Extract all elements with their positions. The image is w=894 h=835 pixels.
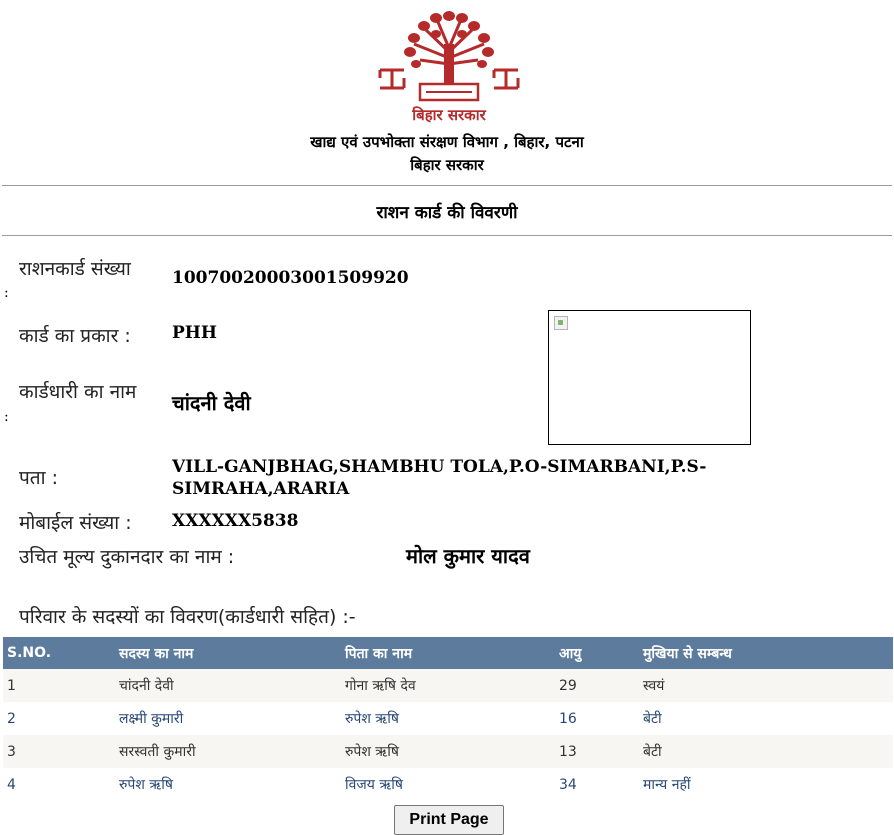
svg-text:बिहार सरकार: बिहार सरकार	[412, 106, 486, 124]
column-header: आयु	[555, 637, 639, 669]
page-title: राशन कार्ड की विवरणी	[376, 203, 518, 223]
broken-image-icon	[554, 316, 568, 330]
mobile-value: XXXXXX5838	[172, 511, 299, 531]
ration-card-number-value: 10070020003001509920	[172, 268, 409, 288]
card-type-label: कार्ड का प्रकार :	[19, 325, 131, 347]
bihar-government-emblem	[374, 8, 524, 126]
label-colon: :	[4, 285, 9, 301]
column-header: S.NO.	[3, 637, 115, 669]
family-members-table	[3, 637, 893, 801]
cell-relation: स्वयं	[639, 669, 893, 702]
address-value: VILL-GANJBHAG,SHAMBHU TOLA,P.O-SIMARBANI,P.S-SIMRAHA,ARARIA	[172, 457, 707, 499]
cell-father-name: रुपेश ऋषि	[341, 702, 555, 735]
mobile-label: मोबाईल संख्या :	[19, 512, 132, 534]
cell-member-name: सरस्वती कुमारी	[115, 735, 341, 768]
table-row	[3, 669, 893, 702]
card-holder-value: चांदनी देवी	[172, 391, 251, 415]
cell-father-name: रुपेश ऋषि	[341, 735, 555, 768]
column-header: सदस्य का नाम	[115, 637, 341, 669]
cell-age: 13	[555, 735, 639, 768]
department-name: खाद्य एवं उपभोक्ता संरक्षण विभाग , बिहार, पटना	[310, 133, 584, 151]
shopkeeper-value: मोल कुमार यादव	[406, 544, 530, 568]
cell-sno: 1	[3, 669, 115, 702]
government-name: बिहार सरकार	[410, 156, 484, 174]
table-row	[3, 735, 893, 768]
divider-bottom	[2, 235, 892, 236]
address-label: पता :	[19, 467, 58, 489]
cell-relation: बेटी	[639, 702, 893, 735]
cell-age: 29	[555, 669, 639, 702]
column-header: पिता का नाम	[341, 637, 555, 669]
cell-relation: बेटी	[639, 735, 893, 768]
card-holder-label: कार्डधारी का नाम	[19, 381, 137, 403]
table-row	[3, 702, 893, 735]
cell-sno: 4	[3, 768, 115, 801]
table-header-row	[3, 637, 893, 669]
cell-member-name: चांदनी देवी	[115, 669, 341, 702]
ration-card-number-label: राशनकार्ड संख्या	[19, 258, 131, 280]
cell-member-name: लक्ष्मी कुमारी	[115, 702, 341, 735]
label-colon: :	[4, 409, 9, 425]
card-type-value: PHH	[172, 323, 217, 343]
table-row	[3, 768, 893, 801]
cell-father-name: गोना ऋषि देव	[341, 669, 555, 702]
shopkeeper-label: उचित मूल्य दुकानदार का नाम :	[19, 546, 235, 568]
cell-father-name: विजय ऋषि	[341, 768, 555, 801]
column-header: मुखिया से सम्बन्ध	[639, 637, 893, 669]
cell-relation: मान्य नहीं	[639, 768, 893, 801]
cell-age: 34	[555, 768, 639, 801]
cell-sno: 3	[3, 735, 115, 768]
cell-sno: 2	[3, 702, 115, 735]
cell-member-name: रुपेश ऋषि	[115, 768, 341, 801]
cell-age: 16	[555, 702, 639, 735]
print-page-button[interactable]: Print Page	[394, 805, 504, 835]
family-members-heading: परिवार के सदस्यों का विवरण(कार्डधारी सहित) :-	[19, 606, 356, 628]
divider-top	[2, 185, 892, 186]
card-holder-photo	[548, 310, 751, 445]
